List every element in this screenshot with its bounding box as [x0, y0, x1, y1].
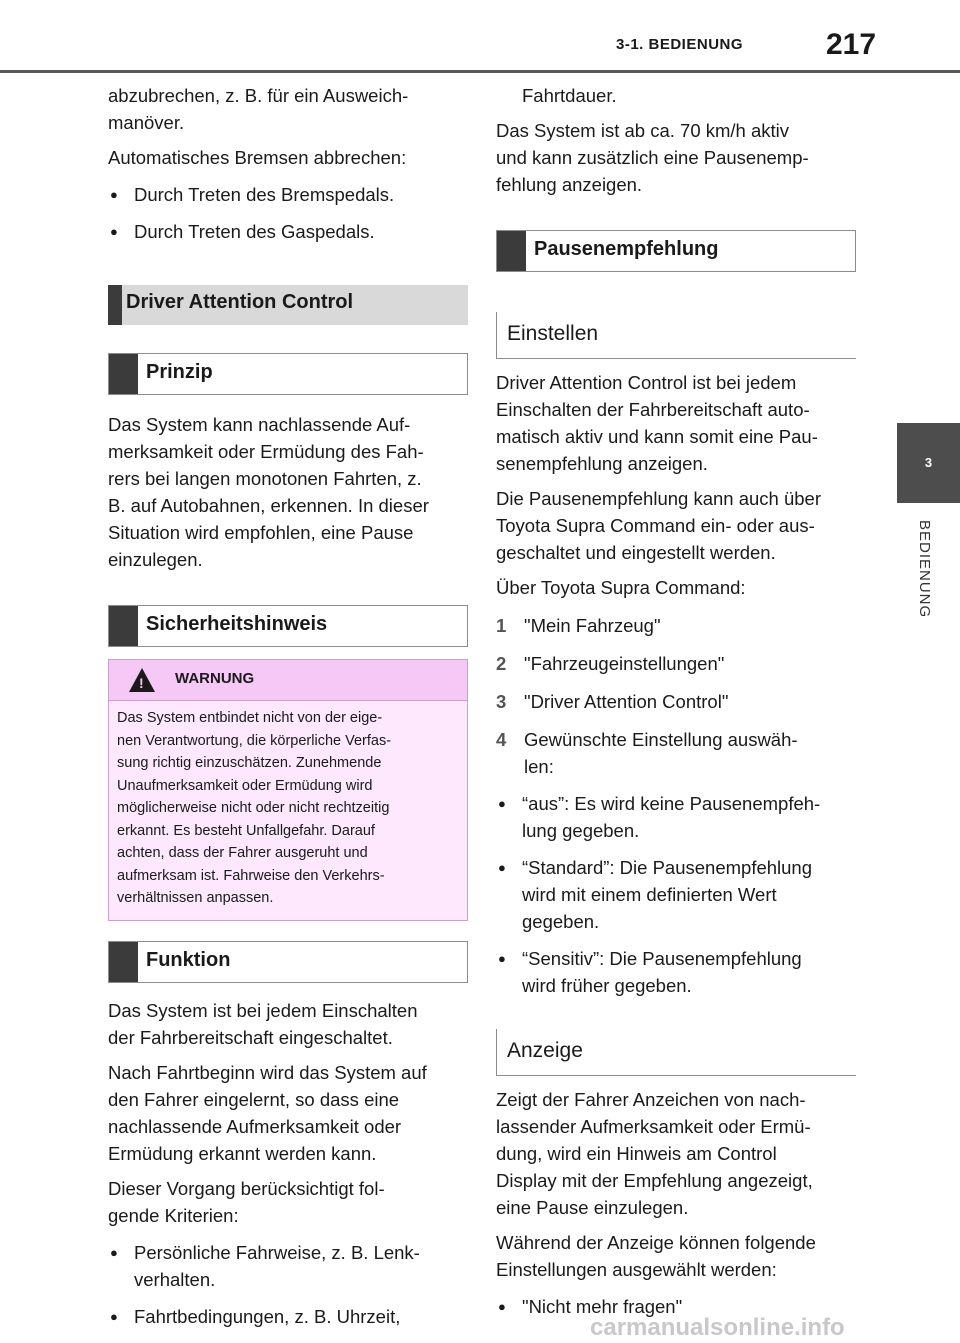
text-line: Über Toyota Supra Command: — [496, 577, 746, 598]
section-title: 3-1. BEDIENUNG — [616, 36, 744, 53]
text-line: nachlassende Aufmerksamkeit oder — [108, 1115, 402, 1137]
text-line: den Fahrer eingelernt, so dass eine — [108, 1088, 400, 1110]
warning-header — [109, 660, 467, 701]
text-line: Einstellungen ausgewählt werden: — [496, 1259, 777, 1280]
section-heading-text: Funktion — [146, 948, 231, 971]
text-line: lassender Aufmerksamkeit oder Ermü- — [496, 1116, 811, 1137]
chapter-heading — [108, 285, 468, 325]
text-line: ● Fahrtbedingungen, z. B. Uhrzeit, — [134, 1305, 401, 1327]
page-number: 217 — [826, 28, 877, 61]
step-text: "Driver Attention Control" — [524, 691, 729, 712]
subsection-heading-anzeige — [496, 1029, 856, 1076]
step-text: Gewünschte Einstellung auswäh- — [524, 729, 798, 750]
exclamation-icon: ! — [139, 675, 144, 691]
bullet-item — [496, 790, 856, 844]
text-line: geschaltet und eingestellt werden. — [496, 542, 776, 563]
paragraph — [496, 117, 856, 198]
text-line: fehlung anzeigen. — [496, 174, 643, 195]
chapter-tab: 3 — [897, 423, 960, 503]
prinzip-text — [108, 411, 468, 573]
text-line: Dieser Vorgang berücksichtigt fol- — [108, 1177, 385, 1199]
text-line: erkannt. Es besteht Unfallgefahr. Darauf — [117, 822, 375, 839]
text-line: einzulegen. — [108, 549, 203, 570]
right-column — [496, 82, 856, 1320]
text-line: lung gegeben. — [522, 820, 640, 841]
text-line: Das System kann nachlassende Auf- — [108, 414, 411, 435]
text-line: gende Kriterien: — [108, 1204, 239, 1226]
text-line: sung richtig einzuschätzen. Zunehmende — [117, 755, 382, 771]
warning-box — [108, 659, 468, 921]
step-item — [496, 726, 856, 780]
warning-body — [109, 701, 467, 920]
text-line: Ermüdung erkannt werden kann. — [108, 1142, 377, 1164]
text-line: ● “Sensitiv”: Die Pausenempfehlung — [522, 948, 802, 969]
step-text: "Mein Fahrzeug" — [524, 615, 661, 636]
text-line: senempfehlung anzeigen. — [496, 453, 708, 474]
paragraph: abzubrechen, z. B. für ein Ausweich- — [108, 85, 409, 106]
heading-bar — [109, 606, 138, 646]
text-line: Das System entbindet nicht von der eige- — [117, 710, 383, 726]
subsection-heading-einstellen — [496, 312, 856, 359]
text-line: achten, dass der Fahrer ausgeruht und — [117, 845, 368, 861]
text-line: der Fahrbereitschaft eingeschaltet. — [108, 1026, 393, 1048]
text-line: verhältnissen anpassen. — [117, 890, 274, 906]
text-line: Zeigt der Fahrer Anzeichen von nach- — [496, 1089, 806, 1110]
chapter-label: BEDIENUNG — [916, 520, 933, 619]
section-heading-sicherheit — [108, 605, 468, 647]
anzeige-text — [496, 1086, 856, 1320]
text-line: nen Verantwortung, die körperliche Verfas- — [117, 732, 392, 749]
watermark: carmanualsonline.info — [590, 1314, 845, 1341]
bullet-item — [108, 1239, 468, 1293]
bullet-item — [108, 1303, 468, 1330]
text-line: Driver Attention Control ist bei jedem — [496, 372, 797, 393]
step-item — [496, 612, 856, 639]
paragraph: Automatisches Bremsen abbrechen: — [108, 147, 407, 168]
text-line: möglicherweise nicht oder nicht rechtzeitig — [117, 800, 390, 816]
bullet-item: ● Durch Treten des Bremspedals. — [108, 181, 468, 208]
section-heading-funktion — [108, 941, 468, 983]
text-line: Unaufmerksamkeit oder Ermüdung wird — [117, 777, 373, 794]
paragraph: manöver. — [108, 112, 185, 133]
text-line: Während der Anzeige können folgende — [496, 1232, 816, 1253]
text-line: Display mit der Empfehlung angezeigt, — [496, 1170, 813, 1191]
text-line: rers bei langen monotonen Fahrten, z. — [108, 468, 422, 489]
step-number: 2 — [496, 653, 507, 674]
subsection-heading-text: Einstellen — [507, 322, 599, 345]
text-line: Einschalten der Fahrbereitschaft auto- — [496, 399, 810, 420]
section-heading-pause — [496, 230, 856, 272]
text-line: eine Pause einzulegen. — [496, 1197, 689, 1218]
step-item — [496, 688, 856, 715]
text-line: Nach Fahrtbeginn wird das System auf — [108, 1061, 427, 1083]
text-line: gegeben. — [522, 911, 600, 932]
step-number: 1 — [496, 615, 507, 636]
text-line: und kann zusätzlich eine Pausenemp- — [496, 147, 809, 168]
text-line: B. auf Autobahnen, erkennen. In dieser — [108, 495, 429, 516]
left-column — [108, 82, 468, 1330]
warning-label: WARNUNG — [175, 670, 255, 687]
step-number: 3 — [496, 691, 507, 712]
header-rule — [0, 70, 960, 73]
text-line: ● “aus”: Es wird keine Pausenempfeh- — [522, 793, 821, 814]
bullet-item: ● "Nicht mehr fragen" — [496, 1293, 856, 1320]
heading-bar — [109, 354, 138, 394]
text-line: Toyota Supra Command ein- oder aus- — [496, 515, 815, 536]
step-text: "Fahrzeugeinstellungen" — [524, 653, 725, 674]
heading-bar — [109, 942, 138, 982]
text-line: Das System ist bei jedem Einschalten — [108, 999, 418, 1021]
text-line: wird früher gegeben. — [522, 975, 692, 996]
section-heading-text: Prinzip — [146, 361, 213, 383]
text-line: wird mit einem definierten Wert — [522, 884, 777, 905]
bullet-item — [496, 854, 856, 935]
section-heading-text: Pausenempfehlung — [534, 238, 719, 260]
subsection-heading-text: Anzeige — [507, 1039, 583, 1062]
einstellen-text — [496, 369, 856, 999]
bullet-item — [496, 945, 856, 999]
text-line: merksamkeit oder Ermüdung des Fah- — [108, 441, 424, 462]
section-heading-text: Sicherheitshinweis — [146, 613, 328, 635]
bullet-item: ● Durch Treten des Gaspedals. — [108, 218, 468, 245]
step-text: len: — [524, 756, 554, 777]
funktion-text — [108, 997, 468, 1330]
step-number: 4 — [496, 729, 507, 750]
step-item — [496, 650, 856, 677]
section-heading-prinzip — [108, 353, 468, 395]
text-line: ● Persönliche Fahrweise, z. B. Lenk- — [134, 1241, 420, 1263]
text-line: Situation wird empfohlen, eine Pause — [108, 522, 414, 543]
text-line: ● “Standard”: Die Pausenempfehlung — [522, 857, 813, 878]
heading-bar — [108, 285, 122, 325]
text-line: verhalten. — [134, 1268, 216, 1290]
paragraph: Fahrtdauer. — [522, 85, 617, 106]
chapter-heading-text: Driver Attention Control — [126, 291, 354, 313]
text-line: matisch aktiv und kann somit eine Pau- — [496, 426, 818, 447]
text-line: Das System ist ab ca. 70 km/h aktiv — [496, 120, 790, 141]
heading-bar — [497, 231, 526, 271]
text-line: dung, wird ein Hinweis am Control — [496, 1143, 777, 1164]
text-line: aufmerksam ist. Fahrweise den Verkehrs- — [117, 867, 385, 884]
text-line: Die Pausenempfehlung kann auch über — [496, 488, 822, 509]
